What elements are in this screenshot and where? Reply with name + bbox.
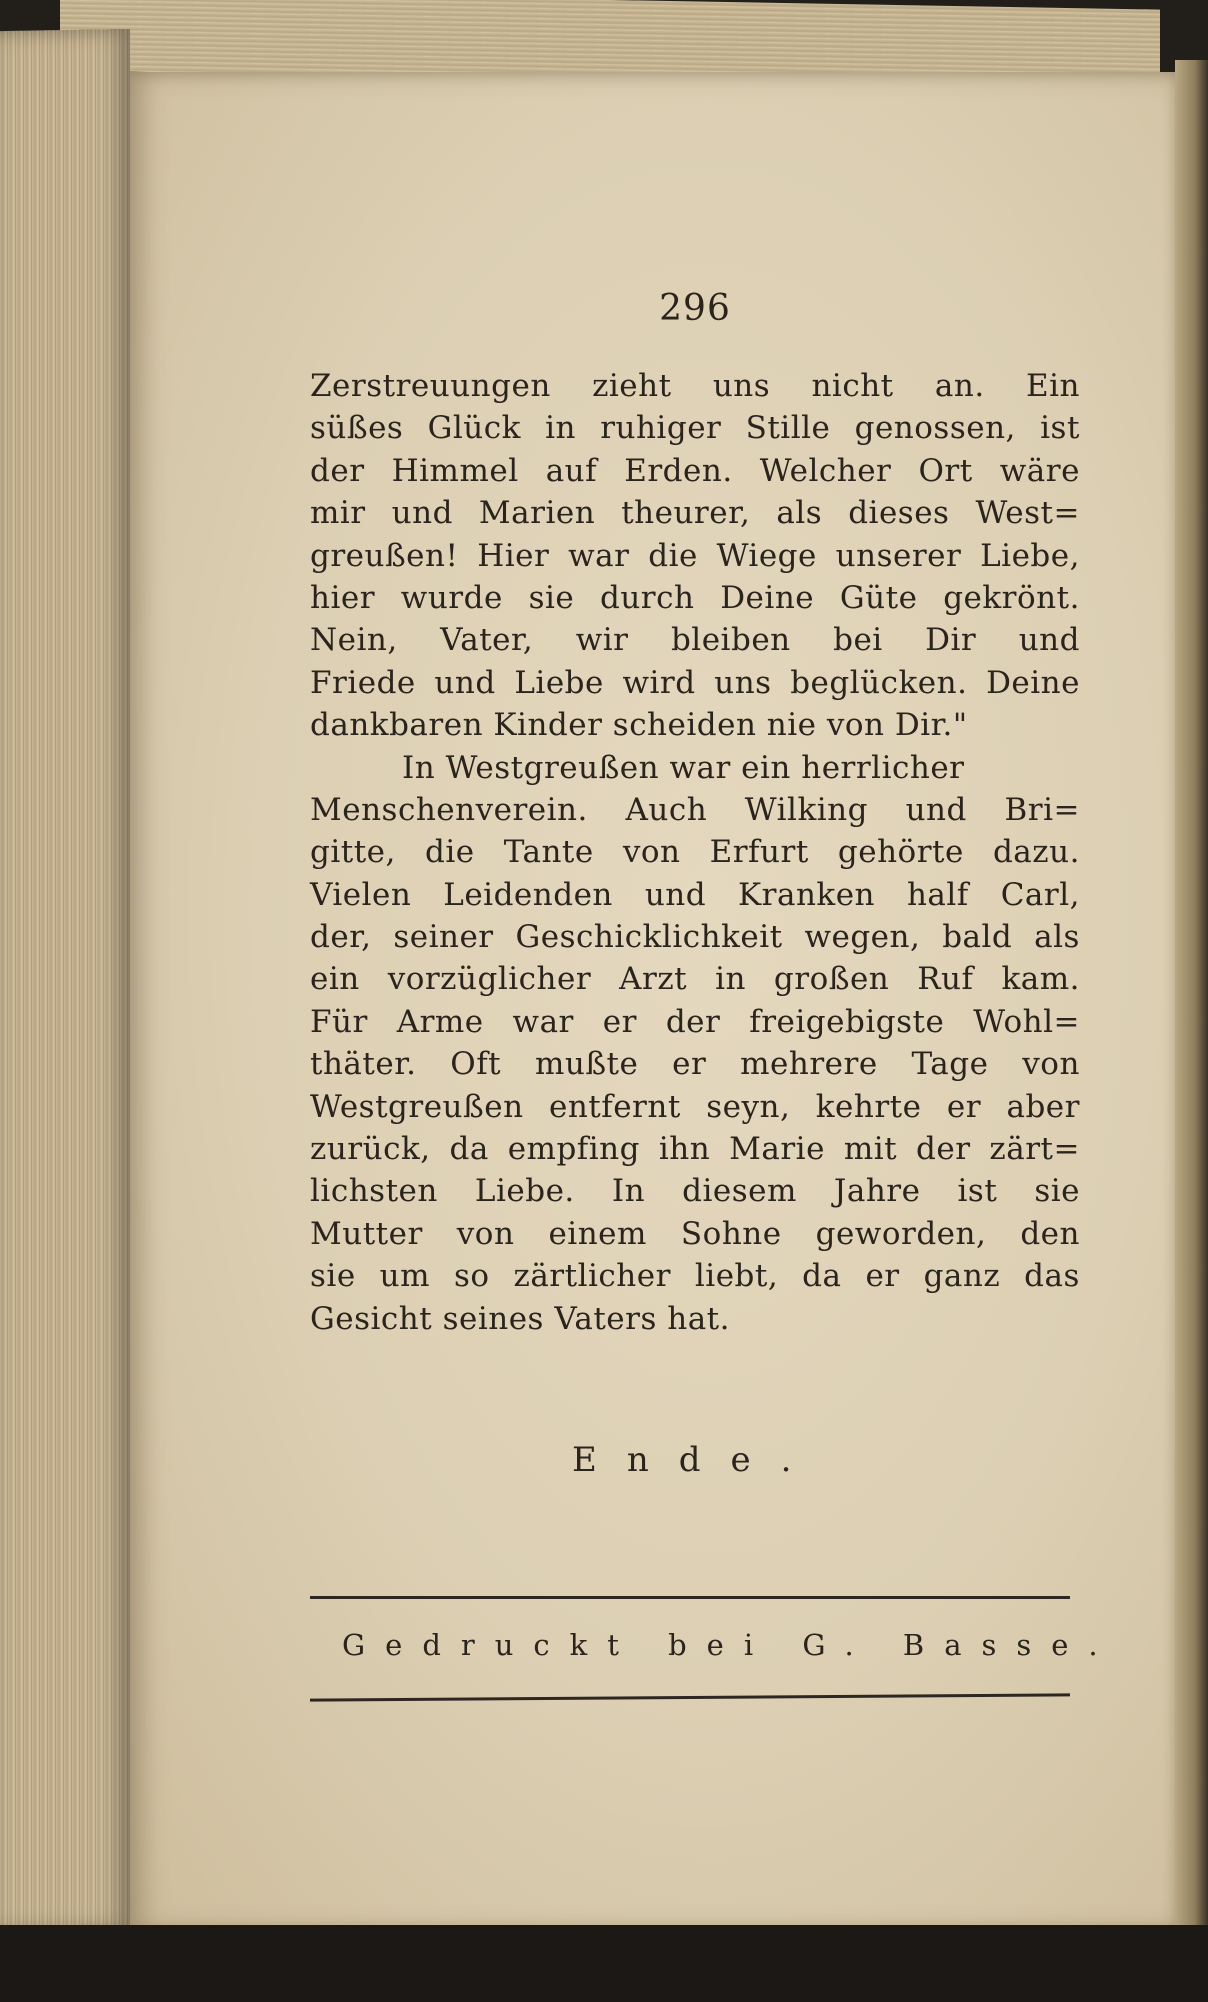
text-line: Gesicht seines Vaters hat. xyxy=(310,1300,730,1337)
page-stack-left-edge xyxy=(0,29,130,1931)
text-line: lichsten Liebe. In diesem Jahre ist sie xyxy=(310,1173,1080,1210)
text-line: mir und Marien theurer, als dieses West= xyxy=(310,495,1080,532)
text-line: der, seiner Geschicklichkeit wegen, bald als xyxy=(310,919,1080,956)
text-line: gitte, die Tante von Erfurt gehörte dazu. xyxy=(310,834,1080,871)
text-line: thäter. Oft mußte er mehrere Tage von xyxy=(310,1046,1080,1083)
text-line: zurück, da empfing ihn Marie mit der zärt= xyxy=(310,1131,1080,1168)
text-line: greußen! Hier war die Wiege unserer Liebe, xyxy=(310,537,1080,574)
background-shadow xyxy=(0,1925,1208,2002)
text-line: süßes Glück in ruhiger Stille genossen, ist xyxy=(310,410,1080,447)
divider-rule xyxy=(310,1596,1070,1599)
body-text xyxy=(310,368,1080,1343)
page-right-edge xyxy=(1175,60,1208,1940)
text-line: Für Arme war er der freigebigste Wohl= xyxy=(310,1003,1080,1040)
printer-imprint: Gedruckt bei G. Basse. xyxy=(342,1628,1118,1662)
text-line: In Westgreußen war ein herrlicher xyxy=(402,749,965,786)
text-line: Nein, Vater, wir bleiben bei Dir und xyxy=(310,622,1080,659)
text-line: hier wurde sie durch Deine Güte gekrönt. xyxy=(310,579,1080,616)
text-line: dankbaren Kinder scheiden nie von Dir." xyxy=(310,707,968,744)
text-line: ein vorzüglicher Arzt in großen Ruf kam. xyxy=(310,961,1080,998)
text-line: Mutter von einem Sohne geworden, den xyxy=(310,1215,1080,1252)
text-line: Westgreußen entfernt seyn, kehrte er aber xyxy=(310,1088,1080,1125)
text-line: Menschenverein. Auch Wilking und Bri= xyxy=(310,791,1080,828)
text-line: Friede und Liebe wird uns beglücken. Deine xyxy=(310,664,1080,701)
text-line: sie um so zärtlicher liebt, da er ganz das xyxy=(310,1258,1080,1295)
text-line: Zerstreuungen zieht uns nicht an. Ein xyxy=(310,368,1080,404)
text-line: der Himmel auf Erden. Welcher Ort wäre xyxy=(310,452,1080,489)
text-line: Vielen Leidenden und Kranken half Carl, xyxy=(310,876,1080,913)
page-number: 296 xyxy=(659,288,731,329)
ende-heading: Ende. xyxy=(572,1440,822,1480)
